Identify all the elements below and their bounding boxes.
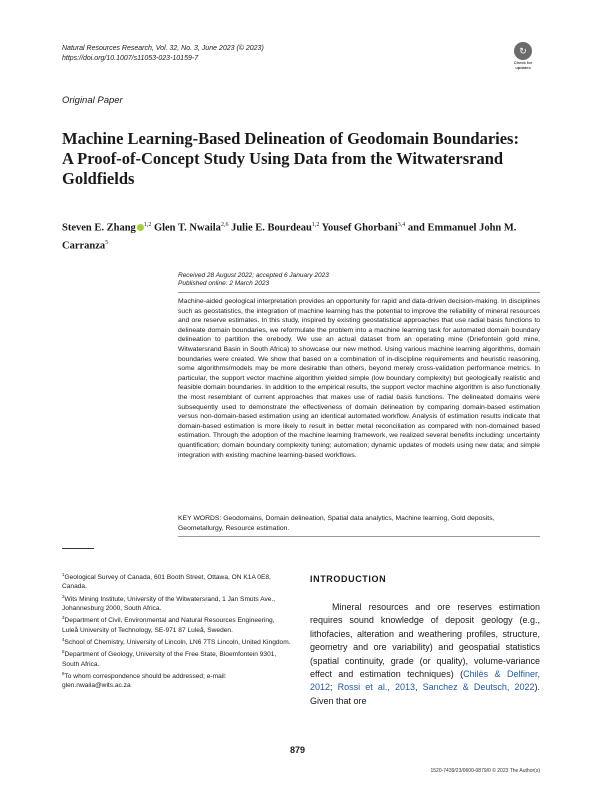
author-and: and	[407, 222, 425, 234]
body-text: ). Given that ore	[310, 682, 540, 706]
author-affiliation: 3,4	[397, 222, 406, 228]
footnote-marker: 4	[62, 636, 65, 642]
footnote-marker: 6	[62, 670, 65, 676]
author-name[interactable]: Julie E. Bourdeau	[231, 222, 312, 234]
footnote-text: Wits Mining Institute, University of the Witwatersrand, 1 Jan Smuts Ave., Johannesburg 2000, South Africa.	[62, 595, 276, 612]
author-affiliation: 1,2	[143, 222, 152, 228]
footnote-text: Geological Survey of Canada, 601 Booth Street, Ottawa, ON K1A 0E8, Canada.	[62, 574, 271, 591]
citation-separator: ,	[414, 682, 423, 693]
keywords	[178, 514, 540, 533]
citation-link[interactable]: Chilès & Delfiner, 2012	[310, 669, 541, 693]
check-updates-icon: ↻	[514, 42, 532, 60]
footnote-marker: 3	[62, 615, 65, 621]
page-number: 879	[289, 745, 306, 755]
abstract-top-rule	[178, 292, 540, 293]
author-name[interactable]: Glen T. Nwaila	[153, 222, 221, 234]
footnote-text: To whom correspondence should be addressed; e-mail: glen.nwaila@wits.ac.za	[62, 672, 227, 690]
keywords-label: KEY WORDS:	[178, 515, 222, 522]
author-name[interactable]: Yousef Ghorbani	[321, 222, 398, 234]
journal-header	[62, 44, 264, 64]
footnote	[62, 570, 292, 592]
doi-link[interactable]: https://doi.org/10.1007/s11053-023-10159-7	[62, 55, 199, 62]
section-heading: INTRODUCTION	[310, 574, 387, 584]
citation-separator: ;	[330, 682, 338, 693]
body-text: Mineral resources and ore reserves estimation requires sound knowledge of deposit geology (e.g., lithofacies, alteration and weathering profiles, structure, geometry and ore variability) and geospatial statistics (spatial continuity, grade (or quality), volume-variance effect and estimation techniques) (	[310, 602, 540, 680]
author-affiliation: 2,6	[220, 222, 229, 228]
footnote-text: School of Chemistry, University of Lincoln, LN6 7TS Lincoln, United Kingdom.	[64, 638, 291, 646]
footnote	[62, 592, 292, 614]
author-name[interactable]: Emmanuel John M. Carranza	[62, 222, 517, 251]
check-for-updates-badge[interactable]	[512, 42, 534, 72]
abstract-bottom-rule	[178, 536, 540, 537]
author-list	[62, 218, 532, 253]
affiliation-footnotes	[62, 570, 292, 690]
paper-title: Machine Learning-Based Delineation of Geodomain Boundaries: A Proof-of-Concept Study Using Data from the Witwatersrand Goldfields	[62, 129, 519, 188]
author-name[interactable]: Steven E. Zhang	[62, 222, 136, 234]
footnote-rule	[62, 548, 94, 549]
abstract-text: Machine-aided geological interpretation provides an opportunity for rapid and data-driven decision-making. In disciplines such as geostatistics, the integration of machine learning has the potential to improve the reliability of mineral resources and ore reserve estimates. In this study, inspired by existing geostatistical approaches that use radial basis functions to delineate domain boundaries, we reformulate the problem into a machine learning task for automated domain boundary delineation to partition the orebody. We use an actual dataset from an operating mine (Driefontein gold mine, Witwatersrand Basin in South Africa) to showcase our new method. Using various machine learning algorithms, domain boundaries were created. We show that based on a combination of in-discipline requirements and heuristic reasoning, some algorithms/models may be more desirable than others, beyond merely cross-validation performance metrics. In particular, the support vector machine algorithm yielded simple (low boundary complexity) but geologically realistic and feasible domain boundaries. In addition to the empirical results, the support vector machine algorithm is also functionally the most resemblant of current approaches that makes use of radial basis functions. The delineated domains were subsequently used to demonstrate the effectiveness of domain delineation by comparing domain-based estimation versus non-domain-based estimation using an identical automated workflow. Analysis of estimation results indicate that domain-based estimation is more likely to result in better metal reconciliation as compared with non-domained based estimation. Through the adoption of the machine learning framework, we realized several benefits including: uncertainty quantification; domain boundary complexity tuning; automation; dynamic updates of models using new data; and simple integration with existing machine learning-based workflows.	[178, 298, 540, 459]
footnote-text: Department of Civil, Environmental and Natural Resources Engineering, Luleå University of Technology, SE-971 87 Luleå, Sweden.	[62, 617, 275, 634]
received-date: Received 28 August 2022; accepted 6 January 2023	[178, 272, 329, 279]
introduction-paragraph	[310, 601, 540, 708]
footnote-text: Department of Geology, University of the Free State, Bloemfontein 9301, South Africa.	[62, 651, 277, 668]
copyright-notice: 1520-7439/23/0600-0879/0 © 2023 The Author(s)	[430, 768, 540, 774]
footnote-marker: 2	[62, 593, 65, 599]
citation-link[interactable]: Sanchez & Deutsch, 2022	[422, 682, 535, 693]
footnote	[62, 635, 292, 647]
author-affiliation: 5	[105, 239, 109, 246]
published-date: Published online: 2 March 2023	[178, 280, 270, 287]
footnote	[62, 647, 292, 669]
footnote-marker: 5	[62, 649, 65, 655]
citation-link[interactable]: Rossi et al., 2013	[337, 682, 415, 693]
footnote	[62, 613, 292, 635]
paper-type: Original Paper	[62, 95, 123, 106]
footnote	[62, 669, 292, 691]
orcid-icon[interactable]	[137, 224, 144, 231]
keywords-text: Geodomains, Domain delineation, Spatial data analytics, Machine learning, Gold deposits, Geometallurgy, Resource estimation.	[178, 515, 495, 532]
publication-dates	[178, 272, 329, 288]
author-affiliation: 1,2	[311, 222, 320, 228]
badge-label: Check for updates	[513, 60, 533, 70]
footnote-marker: 1	[62, 572, 65, 577]
journal-citation: Natural Resources Research, Vol. 32, No. 3, June 2023 (© 2023)	[62, 45, 264, 52]
